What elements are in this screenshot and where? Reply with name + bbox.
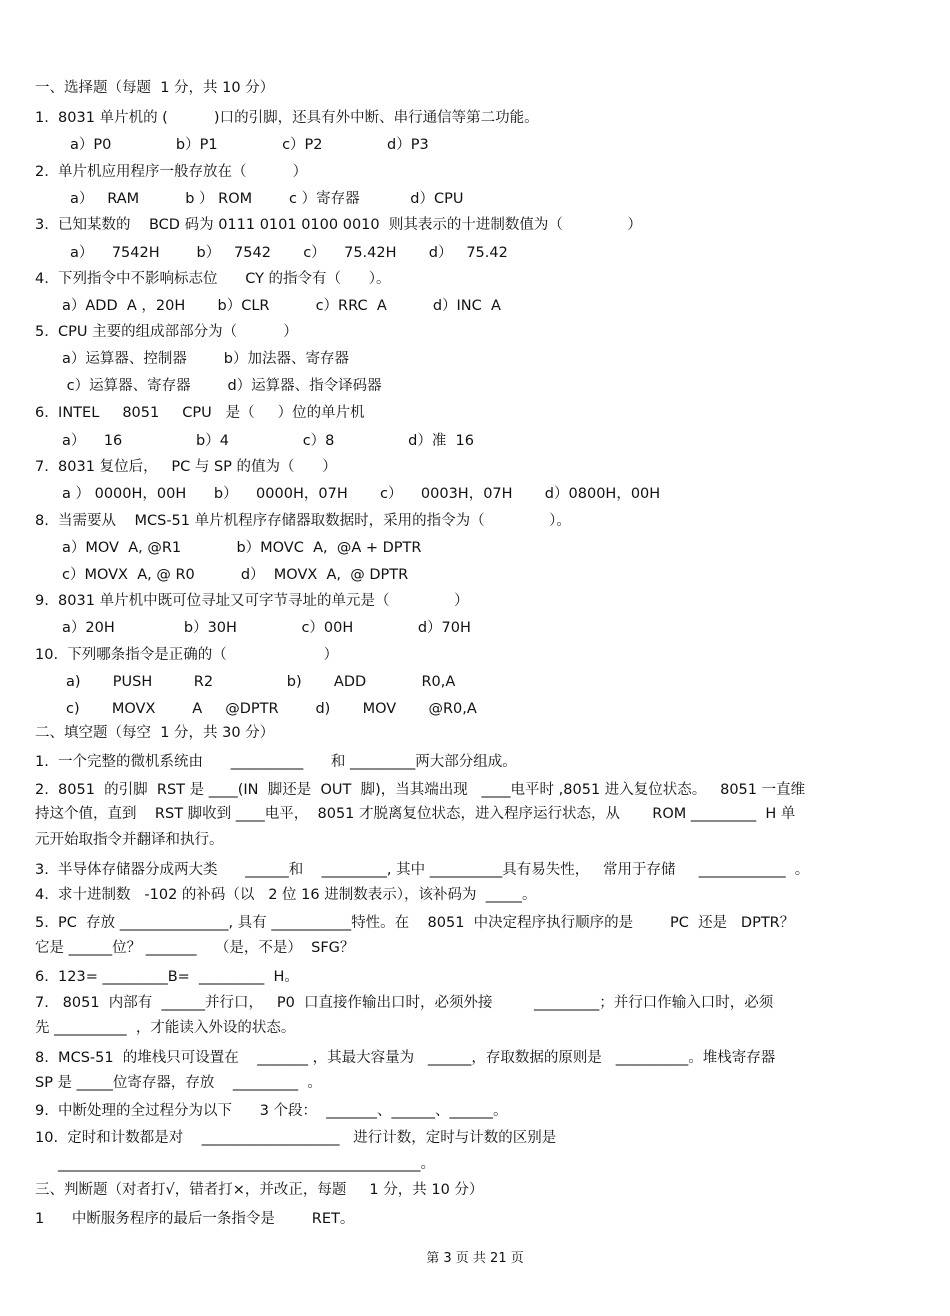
question-text: 6. INTEL 8051 CPU 是（ ）位的单片机 (35, 405, 365, 421)
fill-line: 8. MCS-51 的堆栈只可设置在 _______ ，其最大容量为 ______，存取数据的原则是 __________。堆栈寄存器 (35, 1050, 776, 1066)
fill-line: 3. 半导体存储器分成两大类 ______和 _________, 其中 __________具有易失性， 常用于存储 ____________ 。 (35, 862, 810, 878)
fill-line: 5. PC 存放 _______________, 具有 ___________特性。在 8051 中决定程序执行顺序的是 PC 还是 DPTR？ (35, 915, 795, 931)
question-text: 2. 单片机应用程序一般存放在（ ） (35, 164, 308, 180)
question-options: a）20H b）30H c）00H d）70H (62, 620, 471, 636)
fill-line: __________________________________________________。 (35, 1156, 436, 1172)
question-options: a） RAM b ） ROM c ）寄存器 d）CPU (70, 191, 464, 207)
section-header-fill: 二、填空题（每空 1 分，共 30 分） (35, 725, 275, 741)
question-options: a ） 0000H，00H b） 0000H，07H c） 0003H，07H d）0800H，00H (62, 486, 661, 502)
question-text: 8. 当需要从 MCS-51 单片机程序存储器取数据时，采用的指令为（ ）。 (35, 513, 571, 529)
question-options: a) PUSH R2 b) ADD R0,A (66, 674, 456, 690)
question-options: a）运算器、控制器 b）加法器、寄存器 (62, 351, 349, 367)
question-text: 10. 下列哪条指令是正确的（ ） (35, 647, 339, 663)
judge-line: 1 中断服务程序的最后一条指令是 RET。 (35, 1211, 355, 1227)
question-text: 3. 已知某数的 BCD 码为 0111 0101 0100 0010 则其表示的十进制数值为（ ） (35, 217, 642, 233)
question-options: a）MOV A, @R1 b）MOVC A, @A + DPTR (62, 540, 422, 556)
section-header-judge: 三、判断题（对者打√，错者打×，并改正，每题 1 分，共 10 分） (35, 1182, 484, 1198)
fill-line: 6. 123= _________B= _________ H。 (35, 969, 299, 985)
fill-line: 持这个值，直到 RST 脚收到 ____电平， 8051 才脱离复位状态，进入程序运行状态，从 ROM _________ H 单 (35, 806, 796, 822)
question-text: 4. 下列指令中不影响标志位 CY 的指令有（ ）。 (35, 271, 391, 287)
fill-line: 9. 中断处理的全过程分为以下 3 个段： _______、______、______。 (35, 1103, 508, 1119)
fill-line: 7. 8051 内部有 ______并行口， P0 口直接作输出口时，必须外接 _________；并行口作输入口时，必须 (35, 995, 774, 1011)
fill-line: 元开始取指令并翻译和执行。 (35, 832, 224, 848)
question-options: c）运算器、寄存器 d）运算器、指令译码器 (62, 378, 382, 394)
question-text: 5. CPU 主要的组成部部分为（ ） (35, 324, 298, 340)
section-header-choice: 一、选择题（每题 1 分，共 10 分） (35, 80, 275, 96)
question-options: a） 7542H b） 7542 c） 75.42H d） 75.42 (70, 245, 508, 261)
fill-line: SP 是 _____位寄存器，存放 _________ 。 (35, 1075, 322, 1091)
question-options: c) MOVX A @DPTR d) MOV @R0,A (66, 701, 477, 717)
question-options: c）MOVX A, @ R0 d） MOVX A, @ DPTR (62, 567, 409, 583)
question-options: a） 16 b）4 c）8 d）准 16 (62, 433, 475, 449)
fill-line: 它是 ______位？ _______ （是，不是） SFG？ (35, 940, 355, 956)
question-text: 9. 8031 单片机中既可位寻址又可字节寻址的单元是（ ） (35, 593, 469, 609)
fill-line: 1. 一个完整的微机系统由 __________ 和 _________两大部分组成。 (35, 754, 517, 770)
page-footer: 第 3 页 共 21 页 (426, 1251, 524, 1266)
question-options: a）ADD A ，20H b）CLR c）RRC A d）INC A (62, 298, 501, 314)
question-text: 7. 8031 复位后， PC 与 SP 的值为（ ） (35, 459, 337, 475)
fill-line: 4. 求十进制数 -102 的补码（以 2 位 16 进制数表示），该补码为 _____。 (35, 887, 537, 903)
question-options: a）P0 b）P1 c）P2 d）P3 (70, 137, 429, 153)
question-text: 1. 8031 单片机的 ( )口的引脚，还具有外中断、串行通信等第二功能。 (35, 110, 539, 126)
fill-line: 10. 定时和计数都是对 ___________________ 进行计数，定时与计数的区别是 (35, 1130, 557, 1146)
fill-line: 先 __________ ，才能读入外设的状态。 (35, 1020, 296, 1036)
fill-line: 2. 8051 的引脚 RST 是 ____(IN 脚还是 OUT 脚)，当其端出现 ____电平时 ,8051 进入复位状态。 8051 一直维 (35, 782, 806, 798)
